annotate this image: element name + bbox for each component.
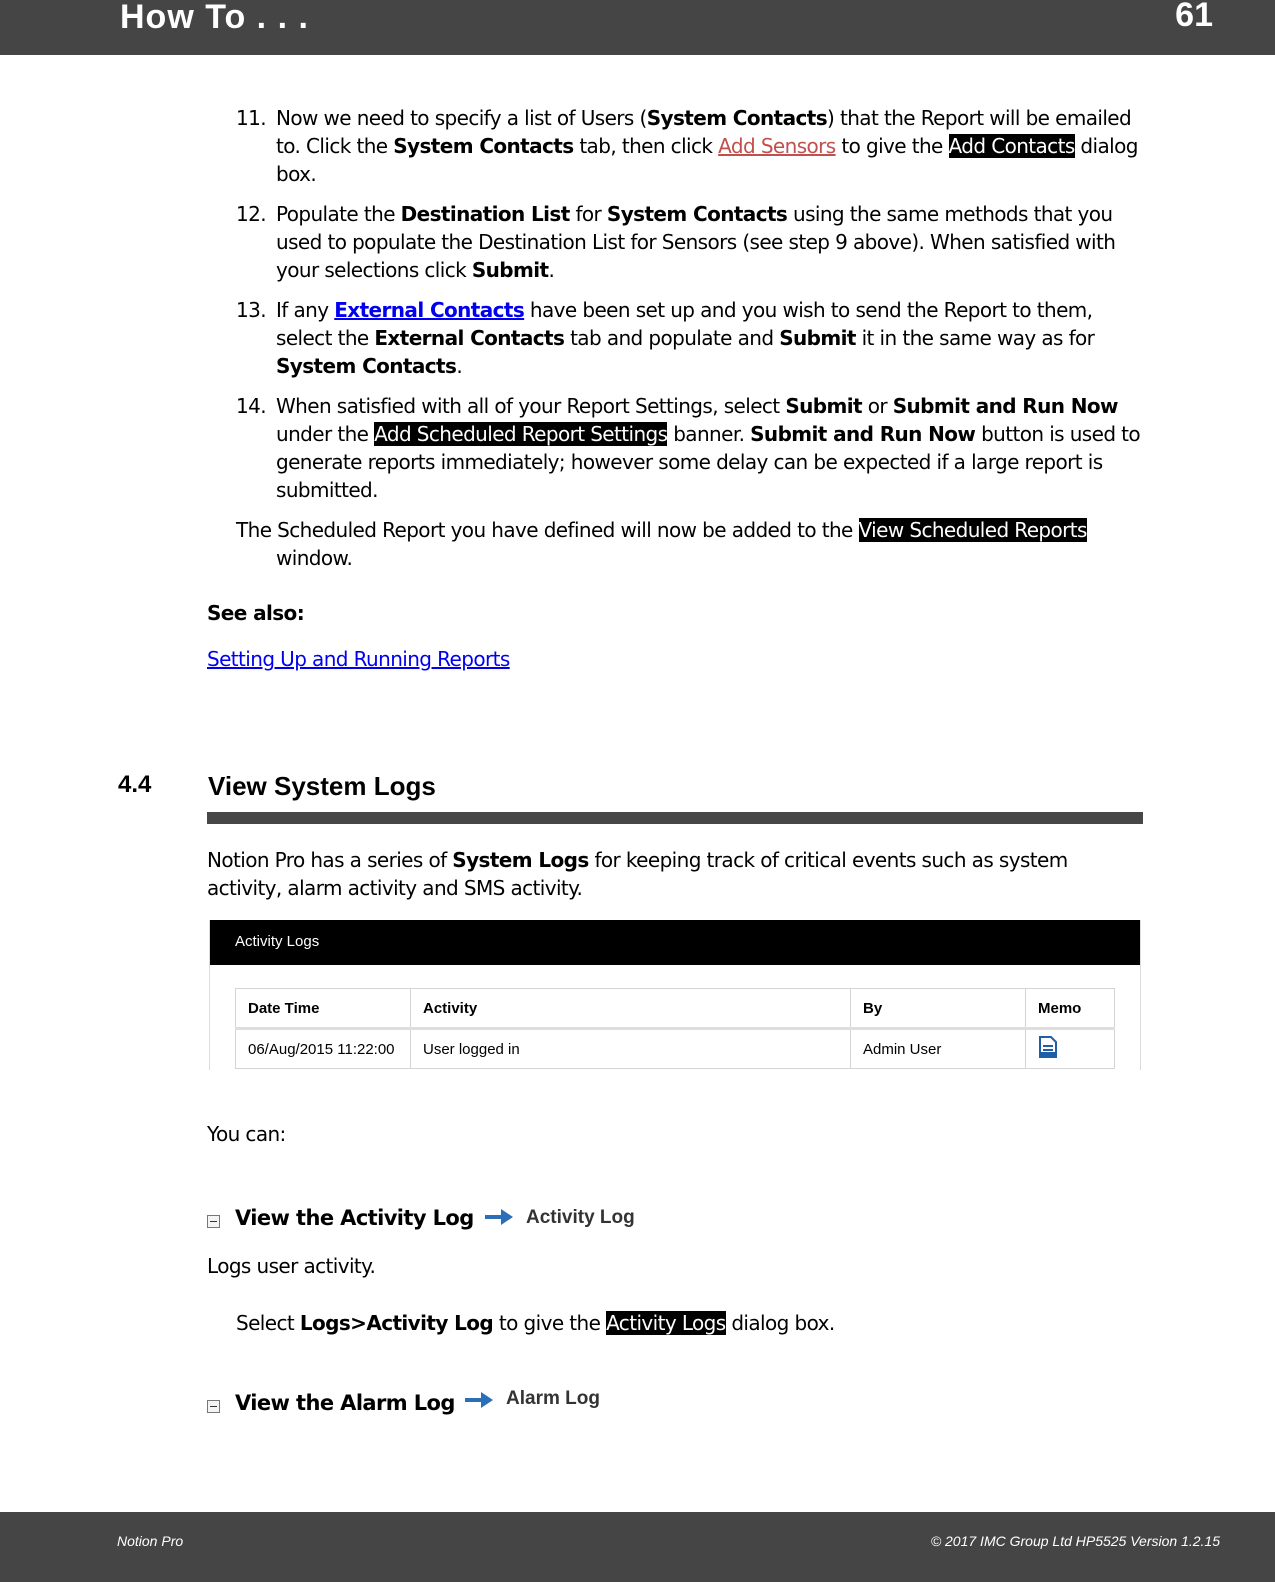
text: have been set up and you wish to send the Report to them, select the	[276, 298, 1093, 350]
text: .	[548, 258, 555, 282]
bold-text: System Logs	[452, 848, 589, 872]
text: Notion Pro has a series of	[207, 848, 453, 872]
add-sensors-link[interactable]: Add Sensors	[718, 134, 836, 158]
activity-logs-title: Activity Logs	[235, 933, 320, 950]
step-number: 13.	[236, 298, 267, 322]
text: to give the	[835, 134, 949, 158]
arrow-right-icon	[484, 1206, 514, 1228]
step-text	[276, 200, 1146, 284]
closing-paragraph	[236, 516, 1156, 572]
text: button is used to generate reports immediately; however some delay can be expected if a large report is submitted.	[276, 422, 1141, 502]
text: or	[861, 394, 893, 418]
activity-log-table	[235, 988, 1115, 1069]
column-header-activity[interactable]: Activity	[411, 989, 851, 1029]
see-also-label: See also:	[207, 601, 305, 625]
text: dialog box.	[725, 1311, 835, 1335]
memo-document-icon[interactable]	[1038, 1036, 1058, 1058]
activity-log-heading[interactable]: View the Activity Log	[235, 1206, 474, 1230]
footer-product-name: Notion Pro	[117, 1533, 184, 1549]
step-number: 12.	[236, 202, 267, 226]
step-number: 14.	[236, 394, 267, 418]
external-contacts-link[interactable]: External Contacts	[334, 298, 525, 322]
alarm-log-heading[interactable]: View the Alarm Log	[235, 1391, 455, 1415]
cell-date-time: 06/Aug/2015 11:22:00	[236, 1029, 411, 1069]
add-scheduled-report-settings-highlight: Add Scheduled Report Settings	[374, 422, 668, 446]
footer-copyright: © 2017 IMC Group Ltd HP5525 Version 1.2.15	[930, 1533, 1220, 1549]
bold-text: Logs>Activity Log	[299, 1311, 494, 1335]
section-number: 4.4	[118, 771, 152, 798]
text: it in the same way as for	[855, 326, 1095, 350]
view-scheduled-reports-highlight: View Scheduled Reports	[858, 518, 1087, 542]
bold-text: Submit and Run Now	[892, 394, 1118, 418]
page-number: 61	[1175, 0, 1213, 34]
text: Select	[236, 1311, 300, 1335]
activity-logs-screenshot	[209, 920, 1141, 1070]
text: The Scheduled Report you have defined will now be added to the	[236, 518, 859, 542]
step-13	[236, 296, 1146, 380]
table-row[interactable]	[236, 1029, 1115, 1069]
bold-text: Submit	[785, 394, 862, 418]
text: If any	[276, 298, 335, 322]
text: tab, then click	[573, 134, 719, 158]
activity-log-menu-label: Activity Log	[526, 1207, 635, 1228]
cell-by: Admin User	[851, 1029, 1026, 1069]
bold-text: Submit and Run Now	[750, 422, 976, 446]
bold-text: Submit	[471, 258, 549, 282]
you-can-text: You can:	[207, 1122, 286, 1146]
section-intro	[207, 846, 1142, 902]
bold-text: System Contacts	[393, 134, 574, 158]
activity-log-instruction	[236, 1309, 835, 1337]
text: under the	[276, 422, 375, 446]
section-title: View System Logs	[208, 771, 436, 801]
column-header-by[interactable]: By	[851, 989, 1026, 1029]
bold-text: System Contacts	[606, 202, 788, 226]
text: tab and populate and	[564, 326, 780, 350]
alarm-log-menu-label: Alarm Log	[506, 1388, 600, 1409]
text: for	[569, 202, 607, 226]
column-header-date-time[interactable]: Date Time	[236, 989, 411, 1029]
bold-text: Submit	[779, 326, 856, 350]
cell-memo	[1026, 1029, 1115, 1069]
text: dialog box.	[276, 134, 1138, 186]
step-text	[276, 104, 1146, 188]
text: When satisfied with all of your Report Settings, select	[276, 394, 786, 418]
text: Populate the	[276, 202, 401, 226]
section-divider	[207, 812, 1143, 824]
step-number: 11.	[236, 106, 267, 130]
setting-up-reports-link[interactable]: Setting Up and Running Reports	[207, 647, 510, 671]
step-text	[276, 392, 1146, 504]
cell-activity: User logged in	[411, 1029, 851, 1069]
text: for keeping track of critical events such as system activity, alarm activity and SMS activity.	[207, 848, 1068, 900]
collapse-toggle-icon[interactable]	[207, 1400, 220, 1413]
step-14	[236, 392, 1146, 504]
arrow-right-icon	[464, 1389, 494, 1411]
bold-text: Destination List	[400, 202, 570, 226]
text: ) that the Report will be emailed to. Click the	[276, 106, 1132, 158]
text: using the same methods that you used to populate the Destination List for Sensors (see step 9 above). When satisfied with your selections click	[276, 202, 1116, 282]
page-header	[0, 0, 1275, 55]
activity-logs-highlight: Activity Logs	[606, 1311, 726, 1335]
add-contacts-highlight: Add Contacts	[948, 134, 1075, 158]
step-12	[236, 200, 1146, 284]
column-header-memo[interactable]: Memo	[1026, 989, 1115, 1029]
bold-text: System Contacts	[646, 106, 828, 130]
text: to give the	[493, 1311, 607, 1335]
bold-text: System Contacts	[276, 354, 457, 378]
table-header-row	[236, 989, 1115, 1029]
text: Now we need to specify a list of Users (	[276, 106, 647, 130]
activity-logs-titlebar	[210, 920, 1140, 965]
page-footer	[0, 1512, 1275, 1582]
header-title: How To . . .	[120, 0, 309, 36]
collapse-toggle-icon[interactable]	[207, 1215, 220, 1228]
bold-text: External Contacts	[374, 326, 565, 350]
text: .	[456, 354, 463, 378]
step-text	[276, 296, 1146, 380]
text: banner.	[667, 422, 751, 446]
activity-log-description: Logs user activity.	[207, 1254, 376, 1278]
step-11	[236, 104, 1146, 188]
text: window.	[276, 546, 353, 570]
